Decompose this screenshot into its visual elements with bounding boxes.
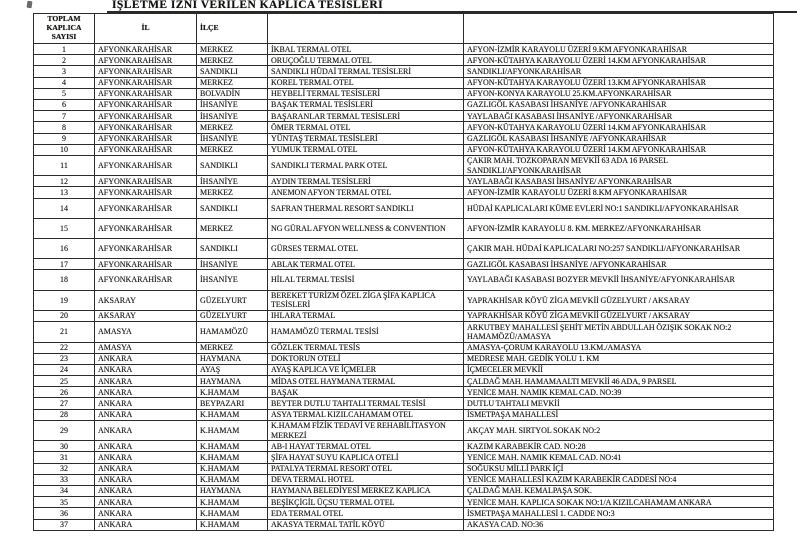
cell-adres: YAPRAKHİSAR KÖYÜ ZİGA MEVKİİ GÜZELYURT / AKSARAY (464, 290, 774, 310)
cell-ilce: GÜZELYURT (197, 310, 268, 321)
cell-il: AFYONKARAHİSAR (95, 218, 197, 238)
cell-count: 28 (34, 409, 95, 420)
table-row (34, 463, 774, 474)
cell-adres: DUTLU TAHTALI MEVKİİ (464, 398, 774, 409)
table-row (34, 66, 774, 77)
cell-count: 34 (34, 485, 95, 496)
cell-count: 11 (34, 155, 95, 175)
cell-ilce: HAYMANA (197, 485, 268, 496)
cell-tesis: AYAŞ KAPLICA VE İÇMELER (268, 364, 464, 375)
cell-il: AKSARAY (95, 310, 197, 321)
cell-ilce: K.HAMAM (197, 474, 268, 485)
cell-adres: SANDIKLI/AFYONKARAHİSAR (464, 66, 774, 77)
cell-count: 27 (34, 398, 95, 409)
cell-tesis: DEVA TERMAL HOTEL (268, 474, 464, 485)
table-row (34, 364, 774, 375)
cell-adres: YAPRAKHİSAR KÖYÜ ZİGA MEVKİİ GÜZELYURT / AKSARAY (464, 310, 774, 321)
cell-il: AFYONKARAHİSAR (95, 259, 197, 270)
cell-adres: YAYLABAĞI KASABASI İHSANİYE/ AFYONKARAHİSAR (464, 176, 774, 187)
cell-adres: ÇAKIR MAH. HÜDAİ KAPLICALARI NO:257 SANDIKLI/AFYONKARAHİSAR (464, 239, 774, 259)
cell-adres: ARKUTBEY MAHALLESİ ŞEHİT METİN ABDULLAH ÖZIŞIK SOKAK NO:2 HAMAMÖZÜ/AMASYA (464, 322, 774, 342)
cell-adres: ÇALDAĞ MAH. KEMALPAŞA SOK. (464, 485, 774, 496)
table-row (34, 239, 774, 259)
cell-il: AFYONKARAHİSAR (95, 66, 197, 77)
cell-count: 5 (34, 88, 95, 99)
table-row (34, 270, 774, 290)
table-row (34, 376, 774, 387)
cell-adres: AFYON-İZMİR KARAYOLU 8. KM. MERKEZ/AFYONKARAHİSAR (464, 218, 774, 238)
cell-adres: AFYON-KÜTAHYA KARAYOLU ÜZERİ 14.KM AFYONKARAHİSAR (464, 55, 774, 66)
cell-il: AFYONKARAHİSAR (95, 187, 197, 198)
cell-tesis: ANEMON AFYON TERMAL OTEL (268, 187, 464, 198)
cell-tesis: AYDIN TERMAL TESİSLERİ (268, 176, 464, 187)
table-row (34, 133, 774, 144)
cell-il: AFYONKARAHİSAR (95, 239, 197, 259)
table-row (34, 155, 774, 175)
cell-tesis: BAŞARANLAR TERMAL TESİSLERİ (268, 111, 464, 122)
cell-count: 1 (34, 44, 95, 55)
cell-count: 19 (34, 290, 95, 310)
header-district: İLÇE (197, 14, 268, 44)
cell-count: 2 (34, 55, 95, 66)
cell-adres: YAYLABAĞI KASABASI İHSANİYE /AFYONKARAHİSAR (464, 111, 774, 122)
table-row (34, 387, 774, 398)
cell-count: 23 (34, 353, 95, 364)
cell-ilce: İHSANİYE (197, 133, 268, 144)
cell-ilce: SANDIKLI (197, 239, 268, 259)
table-row (34, 441, 774, 452)
cell-count: 14 (34, 198, 95, 218)
cell-tesis: AB-I HAYAT TERMAL OTEL (268, 441, 464, 452)
header-row (34, 14, 774, 44)
cell-adres: HÜDAİ KAPLICALARI KÜME EVLERİ NO:1 SANDIKLI/AFYONKARAHİSAR (464, 198, 774, 218)
cell-count: 10 (34, 144, 95, 155)
cell-tesis: SANDIKLI TERMAL PARK OTEL (268, 155, 464, 175)
cell-il: ANKARA (95, 485, 197, 496)
cell-ilce: K.HAMAM (197, 452, 268, 463)
kaplica-table (33, 13, 774, 531)
cell-adres: GAZLIGÖL KASABASI İHSANİYE /AFYONKARAHİSAR (464, 259, 774, 270)
cell-adres: YAYLABAĞI KASABASI BOZYER MEVKİİ İHSANİYE/AFYONKARAHİSAR (464, 270, 774, 290)
cell-adres: GAZLIGÖL KASABASI İHSANİYE /AFYONKARAHİSAR (464, 99, 774, 110)
table-row (34, 44, 774, 55)
table-row (34, 88, 774, 99)
cell-ilce: BEYPAZARI (197, 398, 268, 409)
table-row (34, 310, 774, 321)
cell-tesis: GÜRSES TERMAL OTEL (268, 239, 464, 259)
cell-il: AMASYA (95, 342, 197, 353)
table-row (34, 398, 774, 409)
cell-ilce: MERKEZ (197, 122, 268, 133)
cell-tesis: SAFRAN THERMAL RESORT SANDIKLI (268, 198, 464, 218)
cell-count: 35 (34, 497, 95, 508)
cell-adres: İSMETPAŞA MAHALLESİ 1. CADDE NO:3 (464, 508, 774, 519)
table-row (34, 259, 774, 270)
cell-il: AFYONKARAHİSAR (95, 111, 197, 122)
cell-ilce: K.HAMAM (197, 420, 268, 440)
cell-ilce: MERKEZ (197, 187, 268, 198)
cell-count: 22 (34, 342, 95, 353)
header-facility (268, 14, 464, 44)
cell-il: AFYONKARAHİSAR (95, 88, 197, 99)
cell-count: 8 (34, 122, 95, 133)
cell-il: ANKARA (95, 387, 197, 398)
table-row (34, 342, 774, 353)
cell-ilce: İHSANİYE (197, 111, 268, 122)
cell-ilce: MERKEZ (197, 44, 268, 55)
cell-adres: KAZIM KARABEKİR CAD. NO:28 (464, 441, 774, 452)
cell-adres: MEDRESE MAH. GEDİK YOLU 1. KM (464, 353, 774, 364)
cell-il: AFYONKARAHİSAR (95, 77, 197, 88)
cell-count: 13 (34, 187, 95, 198)
table-row (34, 218, 774, 238)
cell-count: 21 (34, 322, 95, 342)
cell-il: ANKARA (95, 497, 197, 508)
cell-il: AFYONKARAHİSAR (95, 44, 197, 55)
cell-il: AFYONKARAHİSAR (95, 133, 197, 144)
cell-count: 12 (34, 176, 95, 187)
cell-il: ANKARA (95, 398, 197, 409)
cell-adres: YENİCE MAHALLESİ KAZIM KARABEKİR CADDESİ NO:4 (464, 474, 774, 485)
cell-tesis: BEYTER DUTLU TAHTALI TERMAL TESİSİ (268, 398, 464, 409)
cell-ilce: K.HAMAM (197, 463, 268, 474)
table-row (34, 187, 774, 198)
cell-adres: SOĞUKSU MİLLİ PARK İÇİ (464, 463, 774, 474)
cell-il: AFYONKARAHİSAR (95, 270, 197, 290)
cell-ilce: İHSANİYE (197, 259, 268, 270)
cell-count: 20 (34, 310, 95, 321)
cell-ilce: İHSANİYE (197, 176, 268, 187)
cell-ilce: SANDIKLI (197, 198, 268, 218)
cell-tesis: ORUÇOĞLU TERMAL OTEL (268, 55, 464, 66)
cell-tesis: ASYA TERMAL KIZILCAHAMAM OTEL (268, 409, 464, 420)
cell-tesis: K.HAMAM FİZİK TEDAVİ VE REHABİLİTASYON MERKEZİ (268, 420, 464, 440)
cell-count: 29 (34, 420, 95, 440)
cell-tesis: NG GÜRAL AFYON WELLNESS & CONVENTION (268, 218, 464, 238)
cell-ilce: AYAŞ (197, 364, 268, 375)
cell-il: ANKARA (95, 452, 197, 463)
cell-count: 16 (34, 239, 95, 259)
cell-ilce: MERKEZ (197, 77, 268, 88)
cell-tesis: HİLAL TERMAL TESİSİ (268, 270, 464, 290)
cell-ilce: K.HAMAM (197, 387, 268, 398)
table-row (34, 353, 774, 364)
cell-il: ANKARA (95, 474, 197, 485)
cell-ilce: GÜZELYURT (197, 290, 268, 310)
cell-il: AFYONKARAHİSAR (95, 198, 197, 218)
table-row (34, 176, 774, 187)
cell-count: 6 (34, 99, 95, 110)
cell-count: 3 (34, 66, 95, 77)
cell-count: 4 (34, 77, 95, 88)
cell-tesis: HAMAMÖZÜ TERMAL TESİSİ (268, 322, 464, 342)
cell-tesis: EDA TERMAL OTEL (268, 508, 464, 519)
cell-count: 33 (34, 474, 95, 485)
cell-ilce: İHSANİYE (197, 270, 268, 290)
scan-artifact (27, 1, 33, 9)
cell-il: AFYONKARAHİSAR (95, 155, 197, 175)
cell-adres: AFYON-İZMİR KARAYOLU ÜZERİ 8.KM AFYONKARAHİSAR (464, 187, 774, 198)
cell-count: 17 (34, 259, 95, 270)
header-total-count: TOPLAM KAPLICA SAYISI (34, 14, 95, 44)
cell-adres: AFYON-KÜTAHYA KARAYOLU ÜZERİ 14.KM AFYONKARAHİSAR (464, 122, 774, 133)
cell-count: 32 (34, 463, 95, 474)
table-row (34, 55, 774, 66)
cell-ilce: K.HAMAM (197, 519, 268, 530)
cell-tesis: BAŞAK TERMAL TESİSLERİ (268, 99, 464, 110)
cell-ilce: K.HAMAM (197, 409, 268, 420)
cell-tesis: ÖMER TERMAL OTEL (268, 122, 464, 133)
cell-adres: AKÇAY MAH. SIRTYOL SOKAK NO:2 (464, 420, 774, 440)
cell-tesis: PATALYA TERMAL RESORT OTEL (268, 463, 464, 474)
table-row (34, 409, 774, 420)
cell-ilce: K.HAMAM (197, 508, 268, 519)
cell-il: AFYONKARAHİSAR (95, 122, 197, 133)
cell-ilce: K.HAMAM (197, 497, 268, 508)
table-row (34, 198, 774, 218)
cell-count: 36 (34, 508, 95, 519)
cell-il: ANKARA (95, 508, 197, 519)
cell-il: ANKARA (95, 353, 197, 364)
cell-adres: AFYON-İZMİR KARAYOLU ÜZERİ 9.KM AFYONKARAHİSAR (464, 44, 774, 55)
cell-tesis: İKBAL TERMAL OTEL (268, 44, 464, 55)
cell-il: AMASYA (95, 322, 197, 342)
cell-adres: AMASYA-ÇORUM KARAYOLU 13.KM./AMASYA (464, 342, 774, 353)
cell-count: 31 (34, 452, 95, 463)
cell-tesis: IHLARA TERMAL (268, 310, 464, 321)
cell-adres: AKASYA CAD. NO:36 (464, 519, 774, 530)
table-row (34, 144, 774, 155)
cell-tesis: MİDAS OTEL HAYMANA TERMAL (268, 376, 464, 387)
cell-count: 30 (34, 441, 95, 452)
cell-tesis: ABLAK TERMAL OTEL (268, 259, 464, 270)
cell-adres: GAZLIGÖL KASABASI İHSANİYE /AFYONKARAHİSAR (464, 133, 774, 144)
table-row (34, 508, 774, 519)
cell-il: AFYONKARAHİSAR (95, 144, 197, 155)
cell-adres: YENİCE MAH. NAMIK KEMAL CAD. NO:41 (464, 452, 774, 463)
cell-tesis: YÜNTAŞ TERMAL TESİSLERİ (268, 133, 464, 144)
page-title: İŞLETME İZNİ VERİLEN KAPLICA TESİSLERİ (112, 0, 384, 11)
table-row (34, 519, 774, 530)
cell-count: 15 (34, 218, 95, 238)
cell-tesis: YUMUK TERMAL OTEL (268, 144, 464, 155)
cell-ilce: MERKEZ (197, 218, 268, 238)
cell-tesis: BEREKET TURİZM ÖZEL ZİGA ŞİFA KAPLICA TESİSLERİ (268, 290, 464, 310)
cell-il: ANKARA (95, 519, 197, 530)
cell-ilce: HAYMANA (197, 376, 268, 387)
table-row (34, 474, 774, 485)
cell-adres: ÇAKIR MAH. TOZKOPARAN MEVKİİ 63 ADA 16 PARSEL SANDIKLI/AFYONKARAHİSAR (464, 155, 774, 175)
cell-ilce: SANDIKLI (197, 155, 268, 175)
cell-count: 24 (34, 364, 95, 375)
cell-adres: YENİCE MAH. NAMIK KEMAL CAD. NO:39 (464, 387, 774, 398)
table-row (34, 77, 774, 88)
table-row (34, 99, 774, 110)
table-row (34, 497, 774, 508)
cell-count: 26 (34, 387, 95, 398)
table-body (34, 44, 774, 531)
cell-ilce: HAMAMÖZÜ (197, 322, 268, 342)
cell-ilce: MERKEZ (197, 144, 268, 155)
cell-il: ANKARA (95, 409, 197, 420)
table-row (34, 122, 774, 133)
cell-adres: İSMETPAŞA MAHALLESİ (464, 409, 774, 420)
cell-adres: AFYON-KÜTAHYA KARAYOLU ÜZERİ 14.KM AFYONKARAHİSAR (464, 144, 774, 155)
table-row (34, 452, 774, 463)
cell-count: 25 (34, 376, 95, 387)
cell-il: AKSARAY (95, 290, 197, 310)
cell-il: AFYONKARAHİSAR (95, 176, 197, 187)
cell-adres: YENİCE MAH. KAPLICA SOKAK NO:1/A KIZILCAHAMAM ANKARA (464, 497, 774, 508)
cell-il: AFYONKARAHİSAR (95, 55, 197, 66)
cell-il: ANKARA (95, 441, 197, 452)
header-province: İL (95, 14, 197, 44)
table-row (34, 111, 774, 122)
cell-adres: AFYON-KÜTAHYA KARAYOLU ÜZERİ 13.KM AFYONKARAHİSAR (464, 77, 774, 88)
cell-count: 37 (34, 519, 95, 530)
cell-ilce: BOLVADİN (197, 88, 268, 99)
cell-tesis: GÖZLEK TERMAL TESİS (268, 342, 464, 353)
cell-ilce: İHSANİYE (197, 99, 268, 110)
table-row (34, 322, 774, 342)
cell-il: ANKARA (95, 376, 197, 387)
table-row (34, 290, 774, 310)
table-row (34, 485, 774, 496)
cell-tesis: SANDIKLI HÜDAİ TERMAL TESİSLERİ (268, 66, 464, 77)
cell-il: ANKARA (95, 364, 197, 375)
cell-ilce: MERKEZ (197, 55, 268, 66)
cell-il: AFYONKARAHİSAR (95, 99, 197, 110)
cell-count: 18 (34, 270, 95, 290)
cell-adres: ÇALDAĞ MAH. HAMAMAALTI MEVKİİ 46 ADA, 9 PARSEL (464, 376, 774, 387)
cell-adres: İÇMECELER MEVKİİ (464, 364, 774, 375)
cell-ilce: SANDIKLI (197, 66, 268, 77)
cell-ilce: MERKEZ (197, 342, 268, 353)
cell-tesis: DOKTORUN OTELİ (268, 353, 464, 364)
cell-tesis: AKASYA TERMAL TATİL KÖYÜ (268, 519, 464, 530)
cell-il: ANKARA (95, 420, 197, 440)
table-row (34, 420, 774, 440)
cell-count: 9 (34, 133, 95, 144)
cell-tesis: BAŞAK (268, 387, 464, 398)
cell-ilce: HAYMANA (197, 353, 268, 364)
header-address (464, 14, 774, 44)
cell-tesis: HEYBELİ TERMAL TESİSLERİ (268, 88, 464, 99)
cell-il: ANKARA (95, 463, 197, 474)
cell-count: 7 (34, 111, 95, 122)
cell-adres: AFYON-KONYA KARAYOLU 25.KM.AFYONKARAHİSAR (464, 88, 774, 99)
cell-tesis: HAYMANA BELEDİYESİ MERKEZ KAPLICA (268, 485, 464, 496)
cell-ilce: K.HAMAM (197, 441, 268, 452)
cell-tesis: ŞİFA HAYAT SUYU KAPLICA OTELİ (268, 452, 464, 463)
cell-tesis: BEŞİKÇİGİL ÜÇSU TERMAL OTEL (268, 497, 464, 508)
cell-tesis: KOREL TERMAL OTEL (268, 77, 464, 88)
